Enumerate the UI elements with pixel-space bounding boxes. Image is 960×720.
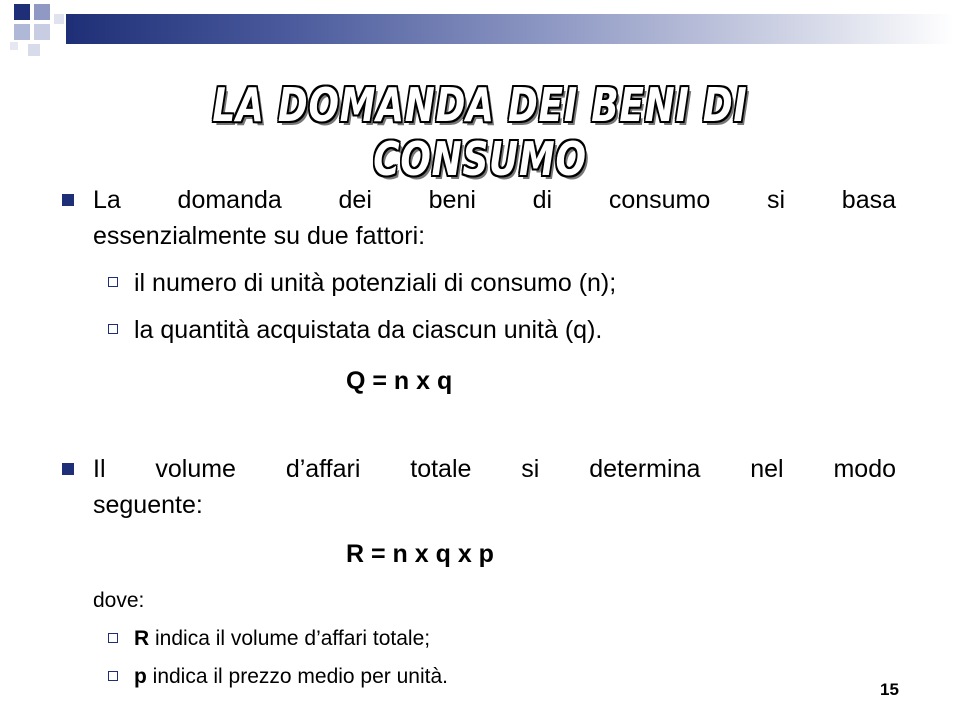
bullet-text: seguente:	[93, 491, 203, 519]
sub-bullet-square-icon	[108, 277, 118, 287]
bullet-text: essenzialmente su due fattori:	[93, 222, 426, 250]
sub-bullet-text: il numero di unità potenziali di consumo (n);	[134, 269, 617, 297]
page-number: 15	[880, 680, 899, 699]
definition-term: R	[134, 627, 150, 650]
definition-r	[134, 622, 430, 656]
bullet-text: Il volume d’affari totale si determina nel modo	[93, 455, 896, 483]
bullet-square-icon	[62, 463, 74, 475]
definition-text: indica il prezzo medio per unità.	[146, 665, 448, 688]
sub-bullet-square-icon	[108, 324, 118, 334]
dove-label: dove:	[93, 589, 145, 612]
bullet-text: La domanda dei beni di consumo si basa	[93, 186, 896, 214]
bullet-square-icon	[62, 194, 74, 206]
definition-p	[134, 660, 448, 694]
definition-term: p	[134, 665, 147, 688]
formula-q: Q = n x q	[346, 367, 453, 395]
slide-title: LA DOMANDA DEI BENI DI CONSUMO	[212, 78, 748, 186]
definition-text: indica il volume d’affari totale;	[149, 627, 431, 650]
sub-bullet-square-icon	[108, 633, 118, 643]
formula-r: R = n x q x p	[346, 540, 494, 568]
sub-bullet-square-icon	[108, 671, 118, 681]
sub-bullet-text: la quantità acquistata da ciascun unità (q).	[134, 316, 603, 344]
